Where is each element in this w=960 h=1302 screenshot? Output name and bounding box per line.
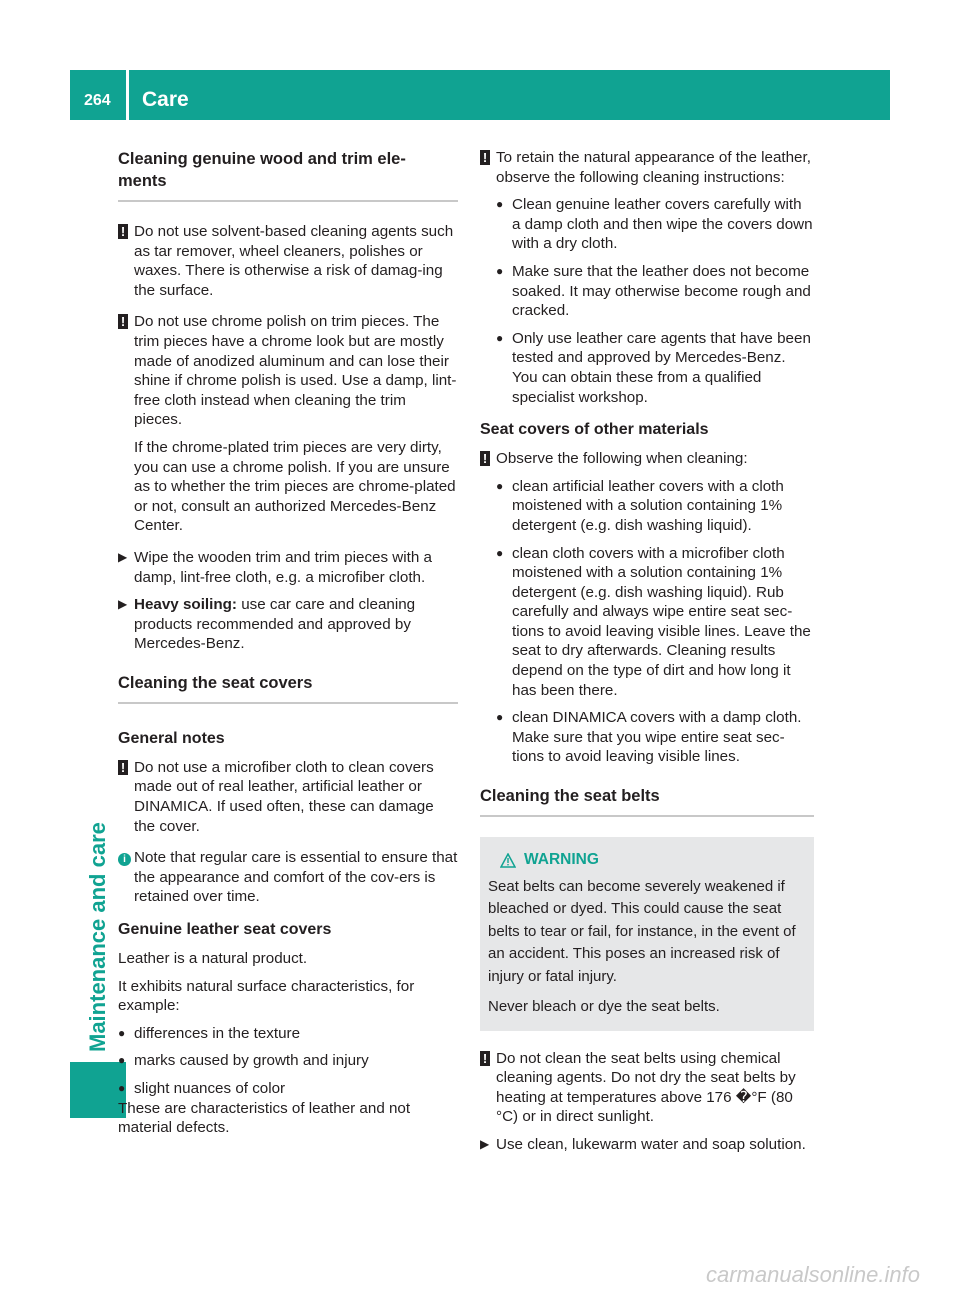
warning-header: WARNING	[488, 849, 806, 872]
paragraph: Leather is a natural product.	[118, 950, 308, 968]
list-item: ● clean DINAMICA covers with a damp cloth. Make sure that you wipe entire seat sec-tions to avoid leaving visible lines.	[496, 709, 802, 766]
bullet-icon: ●	[496, 478, 504, 493]
bullet-icon: ●	[496, 197, 504, 212]
list-item: ● differences in the texture	[118, 1024, 301, 1042]
bullet-icon: ●	[118, 1025, 126, 1040]
notice-icon: !	[118, 760, 128, 775]
warning-text: Never bleach or dye the seat belts.	[488, 998, 720, 1016]
list-item: ● Only use leather care agents that have been tested and approved by Mercedes-Benz. You can obtain these from a qualified specialist workshop.	[496, 329, 811, 406]
note-retain-appearance: ! To retain the natural appearance of the leather, observe the following cleaning instructions: ● Clean genuine leather covers carefully with a damp cloth and then wipe the covers down with a dry cloth. ● Make sure that the leather does not become soaked. It may otherwise become rough and cracked. ● Only use leather care agents that have been tested and approved by Mercedes-Benz. You can obtain these from a qualified specialist workshop.	[480, 148, 814, 407]
warning-triangle-icon	[500, 853, 516, 868]
list-item: ● Make sure that the leather does not become soaked. It may otherwise become rough and cracked.	[496, 262, 811, 320]
step-wipe: ▶ Wipe the wooden trim and trim pieces with a damp, lint-free cloth, e.g. a microfiber cloth.	[118, 548, 432, 586]
step-arrow-icon: ▶	[480, 1136, 490, 1151]
bullet-icon: ●	[118, 1081, 126, 1095]
paragraph: These are characteristics of leather and not material defects.	[118, 1099, 411, 1137]
page-number: 264	[84, 92, 111, 109]
chapter-title: Care	[142, 88, 189, 111]
step-arrow-icon: ▶	[118, 597, 128, 612]
note-solvent: ! Do not use solvent-based cleaning agents such as tar remover, wheel cleaners, polishes or waxes. There is otherwise a risk of damag-ing the surface.	[118, 222, 458, 300]
watermark: carmanualsonline.info	[705, 1262, 920, 1287]
note-chemical-agents: ! Do not clean the seat belts using chemical cleaning agents. Do not dry the seat belts by heating at temperatures above 176 �°F (80 °C) or in direct sunlight.	[480, 1049, 814, 1127]
header-bar	[70, 70, 890, 120]
header-divider	[126, 70, 129, 120]
heading-cleaning-wood: Cleaning genuine wood and trim ele- ments	[118, 148, 458, 202]
warning-text: Seat belts can become severely weakened if bleached or dyed. This could cause the seat belts to tear or fail, for instance, in the event of an accident. This poses an increased risk of injury or fatal injury.	[488, 877, 796, 985]
right-column	[480, 148, 814, 1155]
note-observe-cleaning: ! Observe the following when cleaning: ● clean artificial leather covers with a cloth moistened with a solution containing 1% detergent (e.g. dish washing liquid). ● clean cloth covers with a microfiber cloth moistened with a solution containing 1% detergent (e.g. dish washing liquid). Rub carefully and always wipe entire seat sec-tions to avoid leaving visible lines. Leave the seat to dry afterwards. Cleaning results depend on the type of dirt and how long it has been there. ● clean DINAMICA covers with a damp cloth. Make sure that you wipe entire seat sec-tions to avoid leaving visible lines.	[480, 449, 814, 767]
warning-box	[480, 837, 814, 1031]
heading-other-materials: Seat covers of other materials	[480, 421, 709, 439]
bullet-icon: ●	[496, 710, 504, 725]
paragraph: It exhibits natural surface characteristics, for example:	[118, 977, 415, 1015]
info-regular-care: i Note that regular care is essential to ensure that the appearance and comfort of the cov-ers is retained over time.	[118, 848, 458, 907]
heading-genuine-leather: Genuine leather seat covers	[118, 921, 332, 939]
notice-icon: !	[118, 224, 128, 239]
list-item: ● Clean genuine leather covers carefully with a damp cloth and then wipe the covers down with a dry cloth.	[496, 196, 813, 253]
heading-seat-belts: Cleaning the seat belts	[480, 785, 814, 817]
note-chrome-polish: ! Do not use chrome polish on trim pieces. The trim pieces have a chrome look but are mostly made of anodized aluminum and can lose their shine if chrome polish is used. Use a damp, lint-free cloth instead when cleaning the trim pieces. If the chrome-plated trim pieces are very dirty, you can use a chrome polish. If you are unsure as to whether the trim pieces are chrome-plated or not, consult an authorized Mercedes-Benz Center.	[118, 312, 458, 536]
left-column	[118, 148, 458, 1138]
notice-icon: !	[118, 314, 128, 329]
step-heavy-soiling: ▶ Heavy soiling: use car care and cleaning products recommended and approved by Mercedes-Benz.	[118, 596, 416, 653]
note-microfiber: ! Do not use a microfiber cloth to clean covers made out of real leather, artificial leather or DINAMICA. If used often, these can damage the cover.	[118, 758, 458, 836]
bullet-icon: ●	[496, 263, 504, 278]
list-item: ● clean cloth covers with a microfiber cloth moistened with a solution containing 1% detergent (e.g. dish washing liquid). Rub carefully and always wipe entire seat sec-tions to avoid leaving visible lines. Leave the seat to dry afterwards. Cleaning results depend on the type of dirt and how long it has been there.	[496, 544, 811, 699]
notice-icon: !	[480, 451, 490, 466]
list-item: ● clean artificial leather covers with a cloth moistened with a solution containing 1% detergent (e.g. dish washing liquid).	[496, 477, 784, 534]
heading-seat-covers: Cleaning the seat covers	[118, 672, 458, 704]
heading-general-notes: General notes	[118, 729, 225, 747]
step-arrow-icon: ▶	[118, 549, 128, 564]
notice-icon: !	[480, 1051, 490, 1066]
bullet-icon: ●	[496, 545, 504, 560]
list-item: ● marks caused by growth and injury	[118, 1052, 369, 1070]
notice-icon: !	[480, 150, 490, 165]
sidebar-section-label: Maintenance and care	[85, 822, 110, 1052]
bullet-icon: ●	[118, 1053, 126, 1068]
list-item: ● slight nuances of color	[118, 1080, 286, 1097]
step-soap-solution: ▶ Use clean, lukewarm water and soap solution.	[480, 1135, 806, 1153]
bullet-icon: ●	[496, 330, 504, 345]
info-icon: i	[118, 853, 131, 866]
